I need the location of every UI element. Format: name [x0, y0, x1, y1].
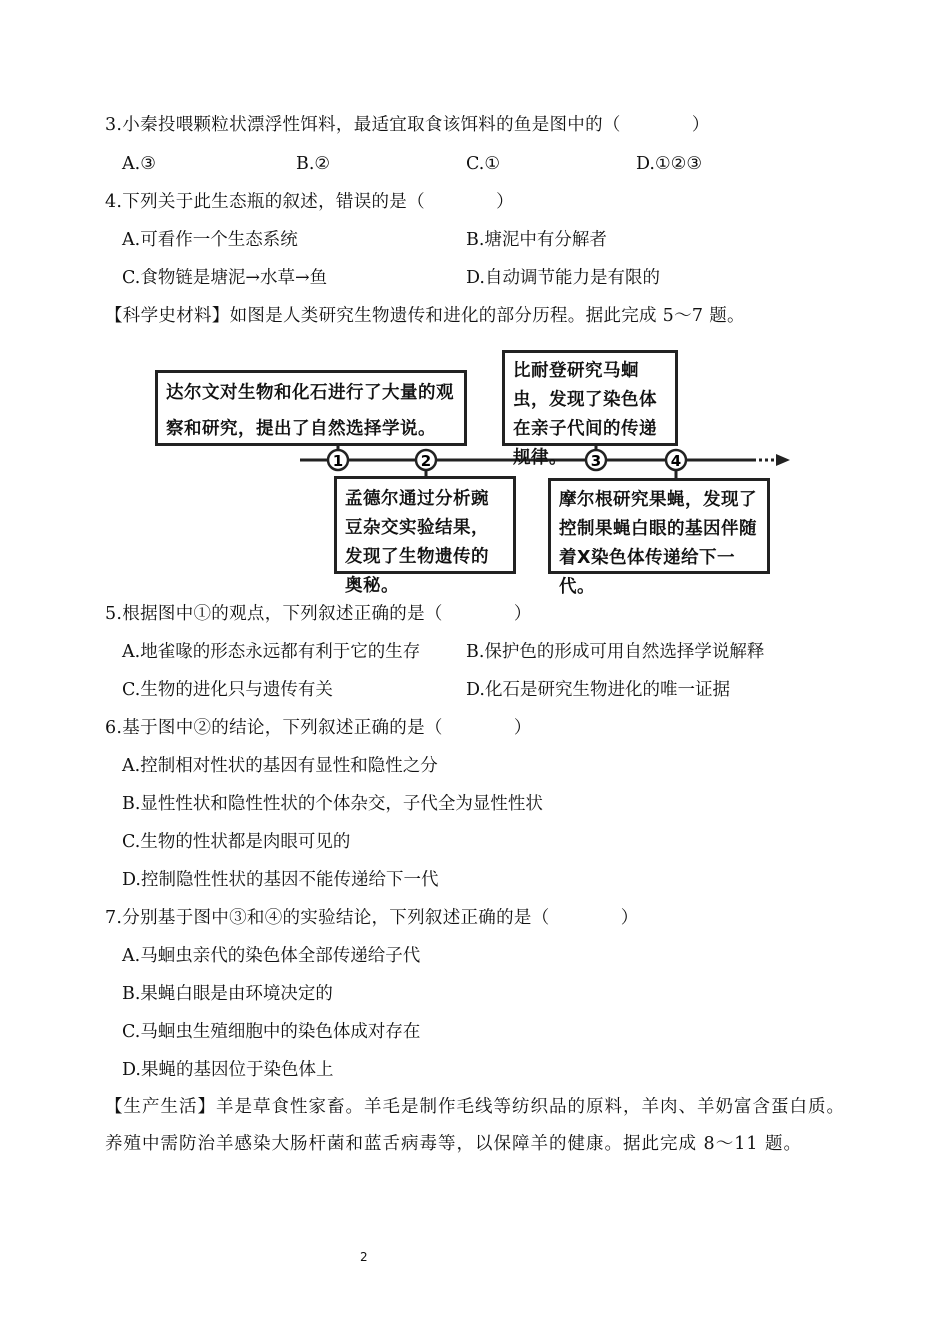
q4-option-c: C.食物链是塘泥→水草→鱼: [122, 268, 328, 288]
marker-label-1: 1: [332, 452, 344, 470]
question-3-stem: 3.小秦投喂颗粒状漂浮性饵料，最适宜取食该饵料的鱼是图中的（ ）: [105, 115, 710, 135]
question-6-stem: 6.基于图中②的结论，下列叙述正确的是（ ）: [105, 718, 532, 738]
q5-option-c: C.生物的进化只与遗传有关: [122, 680, 333, 700]
q4-option-b: B.塘泥中有分解者: [466, 230, 607, 250]
q5-option-b: B.保护色的形成可用自然选择学说解释: [466, 642, 765, 662]
marker-label-2: 2: [420, 452, 432, 470]
question-7-stem: 7.分别基于图中③和④的实验结论，下列叙述正确的是（ ）: [105, 908, 639, 928]
q4-option-d: D.自动调节能力是有限的: [466, 268, 660, 288]
q3-option-a: A.③: [122, 154, 156, 174]
boveri-box: 比耐登研究马蛔虫，发现了染色体在亲子代间的传递规律。: [502, 350, 678, 446]
q3-option-b: B.②: [296, 154, 331, 174]
q7-option-d: D.果蝇的基因位于染色体上: [122, 1060, 334, 1080]
darwin-box: 达尔文对生物和化石进行了大量的观察和研究，提出了自然选择学说。: [155, 370, 467, 446]
q7-option-c: C.马蛔虫生殖细胞中的染色体成对存在: [122, 1022, 421, 1042]
section-science-history: 【科学史材料】如图是人类研究生物遗传和进化的部分历程。据此完成 5～7 题。: [105, 306, 745, 326]
q3-option-d: D.①②③: [636, 154, 703, 174]
q5-option-a: A.地雀喙的形态永远都有利于它的生存: [122, 642, 421, 662]
mendel-box: 孟德尔通过分析豌豆杂交实验结果，发现了生物遗传的奥秘。: [334, 476, 516, 574]
page-number: 2: [360, 1250, 368, 1264]
marker-label-3: 3: [590, 452, 602, 470]
q7-option-b: B.果蝇白眼是由环境决定的: [122, 984, 333, 1004]
q5-option-d: D.化石是研究生物进化的唯一证据: [466, 680, 730, 700]
q6-option-c: C.生物的性状都是肉眼可见的: [122, 832, 351, 852]
question-4-stem: 4.下列关于此生态瓶的叙述，错误的是（ ）: [105, 192, 514, 212]
q6-option-b: B.显性性状和隐性性状的个体杂交，子代全为显性性状: [122, 794, 543, 814]
q6-option-a: A.控制相对性状的基因有显性和隐性之分: [122, 756, 438, 776]
section-production-life: 【生产生活】羊是草食性家畜。羊毛是制作毛线等纺织品的原料，羊肉、羊奶富含蛋白质。养殖中需防治羊感染大肠杆菌和蓝舌病毒等，以保障羊的健康。据此完成 8～11 题。: [105, 1097, 845, 1154]
q3-option-c: C.①: [466, 154, 501, 174]
marker-label-4: 4: [670, 452, 682, 470]
question-5-stem: 5.根据图中①的观点，下列叙述正确的是（ ）: [105, 604, 532, 624]
morgan-box: 摩尔根研究果蝇，发现了控制果蝇白眼的基因伴随着X染色体传递给下一代。: [548, 478, 770, 574]
q4-option-a: A.可看作一个生态系统: [122, 230, 298, 250]
q7-option-a: A.马蛔虫亲代的染色体全部传递给子代: [122, 946, 421, 966]
timeline-arrow-icon: [776, 454, 790, 466]
q6-option-d: D.控制隐性性状的基因不能传递给下一代: [122, 870, 439, 890]
